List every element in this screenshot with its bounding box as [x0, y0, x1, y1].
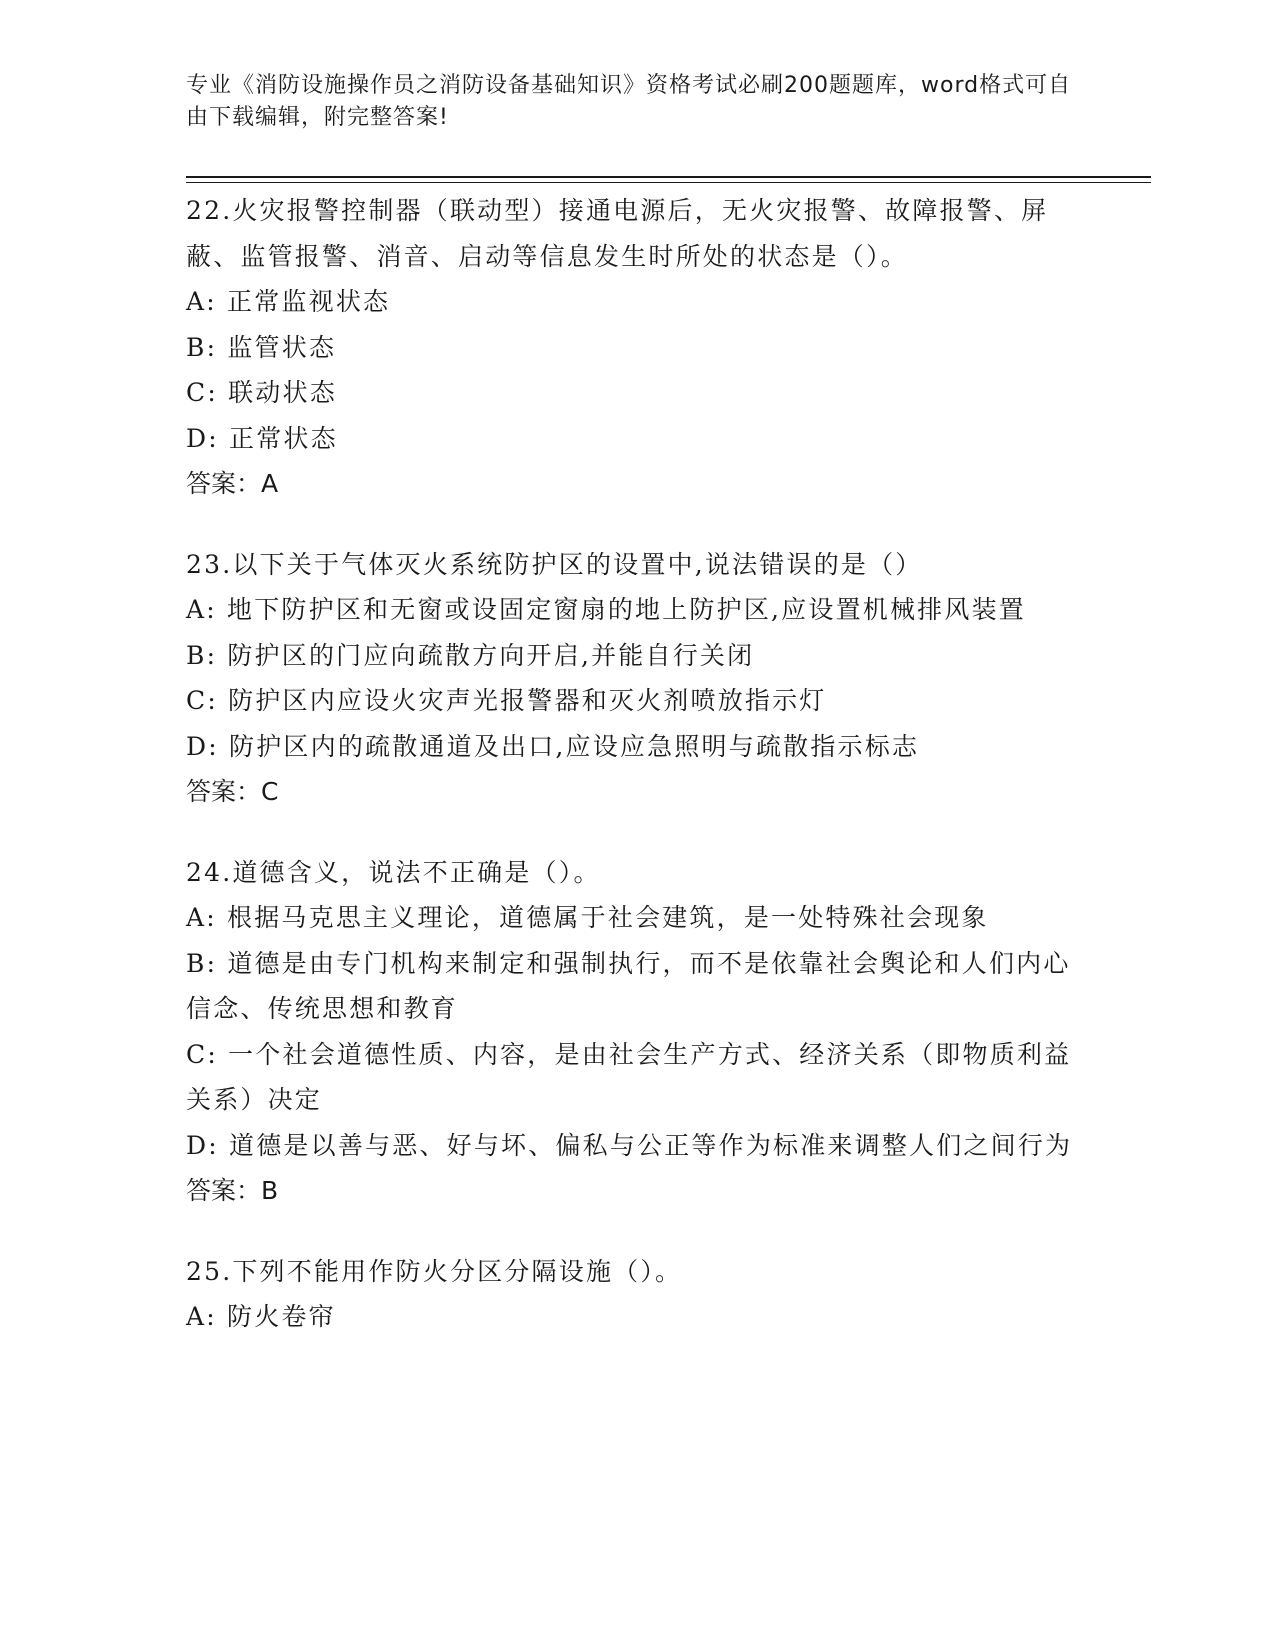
option-c: C: 联动状态: [186, 378, 337, 407]
question-list: [186, 188, 1076, 1375]
option-b: B: 监管状态: [186, 332, 337, 362]
option-a: A: 防火卷帘: [186, 1302, 336, 1331]
option-b: B: 防护区的门应向疏散方向开启,并能自行关闭: [186, 640, 755, 670]
option-d: D: 道德是以善与恶、好与坏、偏私与公正等作为标准来调整人们之间行为: [186, 1130, 1073, 1160]
option-d: D: 防护区内的疏散通道及出口,应设应急照明与疏散指示标志: [186, 731, 920, 761]
question-stem: 23.以下关于气体灭火系统防护区的设置中,说法错误的是（）: [186, 549, 923, 579]
question-24: [186, 850, 1076, 1214]
option-d: D: 正常状态: [186, 423, 338, 453]
header-divider-thick: [186, 176, 1151, 178]
answer-line: 答案：C: [186, 777, 279, 806]
question-stem: 25.下列不能用作防火分区分隔设施（）。: [186, 1256, 683, 1286]
question-stem: 24.道德含义，说法不正确是（）。: [186, 857, 601, 887]
answer-line: 答案：A: [186, 469, 279, 498]
option-c: C: 防护区内应设火灾声光报警器和灭火剂喷放指示灯: [186, 686, 827, 715]
question-23: [186, 542, 1076, 815]
question-22: [186, 188, 1076, 507]
option-a: A: 根据马克思主义理论，道德属于社会建筑，是一处特殊社会现象: [186, 903, 989, 932]
question-stem: 22.火灾报警控制器（联动型）接通电源后，无火灾报警、故障报警、屏蔽、监管报警、消音、启动等信息发生时所处的状态是（）。: [186, 196, 1049, 271]
question-25: [186, 1249, 1076, 1340]
option-c: C: 一个社会道德性质、内容，是由社会生产方式、经济关系（即物质利益关系）决定: [186, 1039, 1072, 1114]
header-divider-thin: [186, 182, 1151, 183]
option-a: A: 正常监视状态: [186, 287, 391, 316]
document-header: 专业《消防设施操作员之消防设备基础知识》资格考试必刷200题题库，word格式可自由下载编辑，附完整答案!: [186, 73, 1072, 130]
option-a: A: 地下防护区和无窗或设固定窗扇的地上防护区,应设置机械排风装置: [186, 595, 1026, 624]
option-b: B: 道德是由专门机构来制定和强制执行，而不是依靠社会舆论和人们内心信念、传统思想和教育: [186, 948, 1071, 1023]
answer-line: 答案：B: [186, 1176, 279, 1205]
